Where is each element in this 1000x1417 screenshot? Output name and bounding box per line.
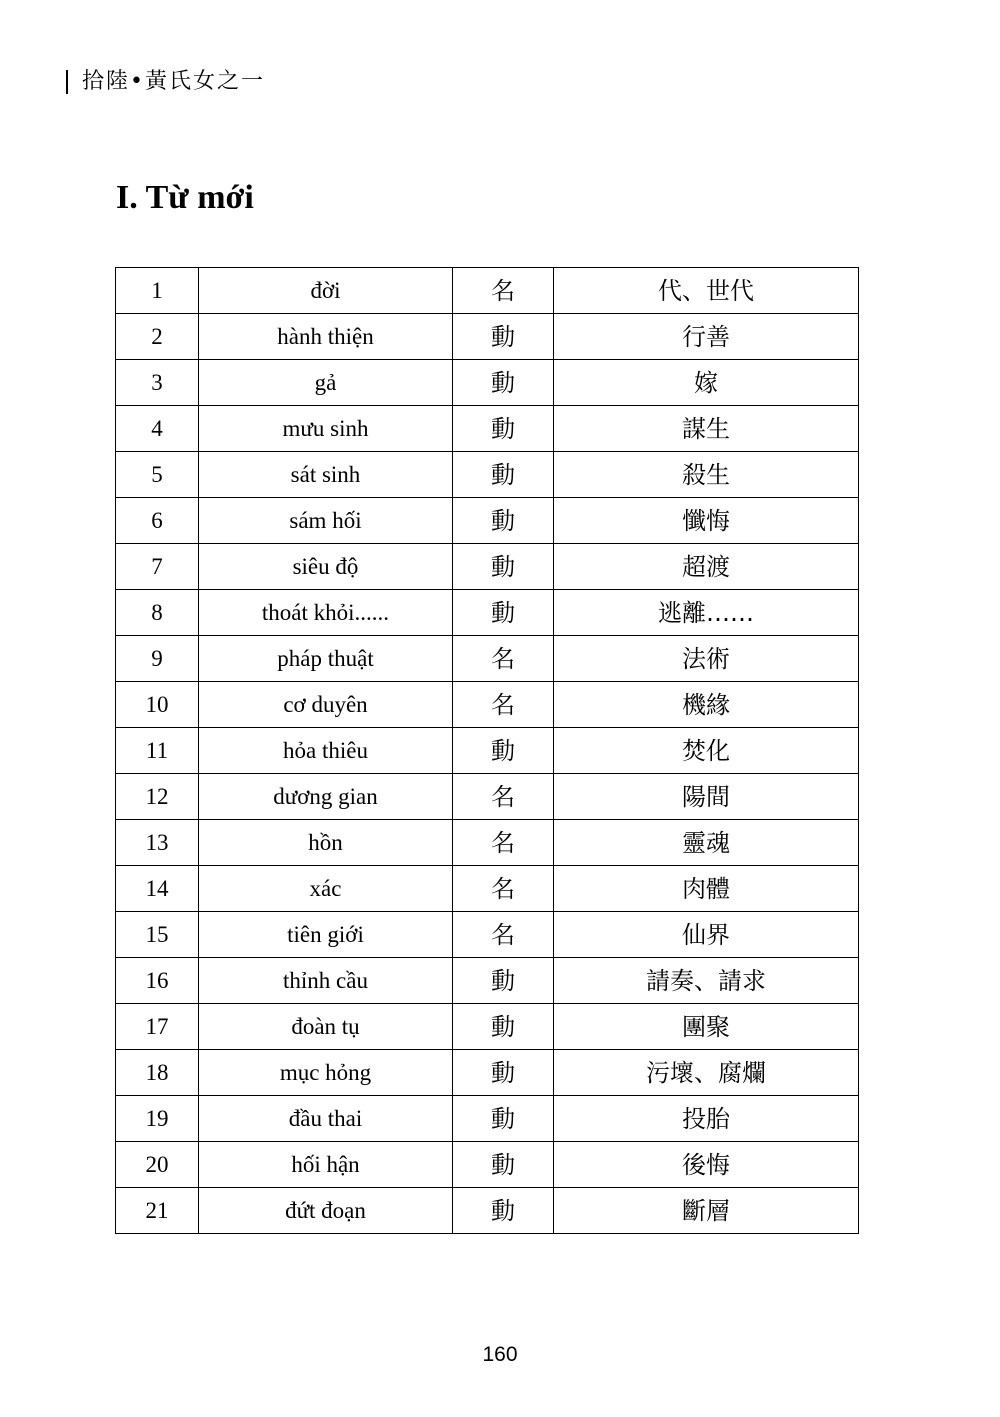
table-row xyxy=(116,682,859,728)
vietnamese-word: sát sinh xyxy=(199,452,453,498)
entry-number: 14 xyxy=(116,866,199,912)
vietnamese-word: tiên giới xyxy=(199,912,453,958)
page-number: 160 xyxy=(482,1343,518,1366)
running-title: 拾陸•黃氏女之一 xyxy=(82,69,265,94)
table-row xyxy=(116,314,859,360)
part-of-speech: 動 xyxy=(453,1050,554,1096)
entry-number: 16 xyxy=(116,958,199,1004)
vietnamese-word: đứt đoạn xyxy=(199,1188,453,1234)
vietnamese-word: cơ duyên xyxy=(199,682,453,728)
chinese-meaning: 斷層 xyxy=(554,1188,859,1234)
entry-number: 2 xyxy=(116,314,199,360)
table-row xyxy=(116,590,859,636)
chinese-meaning: 懺悔 xyxy=(554,498,859,544)
entry-number: 9 xyxy=(116,636,199,682)
chinese-meaning: 靈魂 xyxy=(554,820,859,866)
part-of-speech: 名 xyxy=(453,866,554,912)
chinese-meaning: 法術 xyxy=(554,636,859,682)
table-row xyxy=(116,544,859,590)
chinese-meaning: 肉體 xyxy=(554,866,859,912)
vietnamese-word: đoàn tụ xyxy=(199,1004,453,1050)
part-of-speech: 名 xyxy=(453,820,554,866)
chinese-meaning: 行善 xyxy=(554,314,859,360)
chinese-meaning: 超渡 xyxy=(554,544,859,590)
table-row xyxy=(116,1096,859,1142)
part-of-speech: 名 xyxy=(453,774,554,820)
header-divider xyxy=(66,70,68,94)
entry-number: 11 xyxy=(116,728,199,774)
entry-number: 15 xyxy=(116,912,199,958)
entry-number: 12 xyxy=(116,774,199,820)
part-of-speech: 名 xyxy=(453,912,554,958)
part-of-speech: 名 xyxy=(453,682,554,728)
entry-number: 18 xyxy=(116,1050,199,1096)
chinese-meaning: 殺生 xyxy=(554,452,859,498)
table-row xyxy=(116,360,859,406)
table-row xyxy=(116,1142,859,1188)
vietnamese-word: xác xyxy=(199,866,453,912)
part-of-speech: 動 xyxy=(453,1004,554,1050)
vietnamese-word: thoát khỏi...... xyxy=(199,590,453,636)
chinese-meaning: 仙界 xyxy=(554,912,859,958)
chinese-meaning: 嫁 xyxy=(554,360,859,406)
part-of-speech: 名 xyxy=(453,636,554,682)
part-of-speech: 名 xyxy=(453,268,554,314)
entry-number: 19 xyxy=(116,1096,199,1142)
part-of-speech: 動 xyxy=(453,452,554,498)
table-row xyxy=(116,498,859,544)
entry-number: 1 xyxy=(116,268,199,314)
chinese-meaning: 逃離…… xyxy=(554,590,859,636)
entry-number: 8 xyxy=(116,590,199,636)
section-heading: I. Từ mới xyxy=(116,179,254,216)
entry-number: 4 xyxy=(116,406,199,452)
table-row xyxy=(116,866,859,912)
part-of-speech: 動 xyxy=(453,544,554,590)
entry-number: 7 xyxy=(116,544,199,590)
vietnamese-word: mục hỏng xyxy=(199,1050,453,1096)
entry-number: 3 xyxy=(116,360,199,406)
entry-number: 10 xyxy=(116,682,199,728)
table-row xyxy=(116,1050,859,1096)
chinese-meaning: 謀生 xyxy=(554,406,859,452)
chinese-meaning: 污壞、腐爛 xyxy=(554,1050,859,1096)
chinese-meaning: 代、世代 xyxy=(554,268,859,314)
entry-number: 17 xyxy=(116,1004,199,1050)
part-of-speech: 動 xyxy=(453,406,554,452)
chinese-meaning: 焚化 xyxy=(554,728,859,774)
table-row xyxy=(116,1004,859,1050)
vietnamese-word: pháp thuật xyxy=(199,636,453,682)
table-row xyxy=(116,406,859,452)
vietnamese-word: dương gian xyxy=(199,774,453,820)
table-row xyxy=(116,820,859,866)
chinese-meaning: 投胎 xyxy=(554,1096,859,1142)
vietnamese-word: gả xyxy=(199,360,453,406)
table-row xyxy=(116,774,859,820)
part-of-speech: 動 xyxy=(453,958,554,1004)
chinese-meaning: 團聚 xyxy=(554,1004,859,1050)
chinese-meaning: 後悔 xyxy=(554,1142,859,1188)
entry-number: 5 xyxy=(116,452,199,498)
vietnamese-word: hành thiện xyxy=(199,314,453,360)
part-of-speech: 動 xyxy=(453,360,554,406)
vietnamese-word: đầu thai xyxy=(199,1096,453,1142)
entry-number: 13 xyxy=(116,820,199,866)
part-of-speech: 動 xyxy=(453,1096,554,1142)
vietnamese-word: siêu độ xyxy=(199,544,453,590)
vietnamese-word: sám hối xyxy=(199,498,453,544)
part-of-speech: 動 xyxy=(453,728,554,774)
part-of-speech: 動 xyxy=(453,498,554,544)
chinese-meaning: 機緣 xyxy=(554,682,859,728)
table-row xyxy=(116,728,859,774)
table-row xyxy=(116,958,859,1004)
vietnamese-word: mưu sinh xyxy=(199,406,453,452)
vietnamese-word: hồn xyxy=(199,820,453,866)
vietnamese-word: hối hận xyxy=(199,1142,453,1188)
vocabulary-table xyxy=(115,267,859,1234)
chinese-meaning: 陽間 xyxy=(554,774,859,820)
table-row xyxy=(116,1188,859,1234)
table-row xyxy=(116,452,859,498)
part-of-speech: 動 xyxy=(453,1188,554,1234)
entry-number: 21 xyxy=(116,1188,199,1234)
part-of-speech: 動 xyxy=(453,1142,554,1188)
part-of-speech: 動 xyxy=(453,314,554,360)
entry-number: 6 xyxy=(116,498,199,544)
running-header xyxy=(66,64,265,100)
chinese-meaning: 請奏、請求 xyxy=(554,958,859,1004)
vietnamese-word: hỏa thiêu xyxy=(199,728,453,774)
table-row xyxy=(116,912,859,958)
vocabulary-table-body xyxy=(116,268,859,1234)
entry-number: 20 xyxy=(116,1142,199,1188)
vietnamese-word: thỉnh cầu xyxy=(199,958,453,1004)
table-row xyxy=(116,268,859,314)
part-of-speech: 動 xyxy=(453,590,554,636)
vietnamese-word: đời xyxy=(199,268,453,314)
table-row xyxy=(116,636,859,682)
